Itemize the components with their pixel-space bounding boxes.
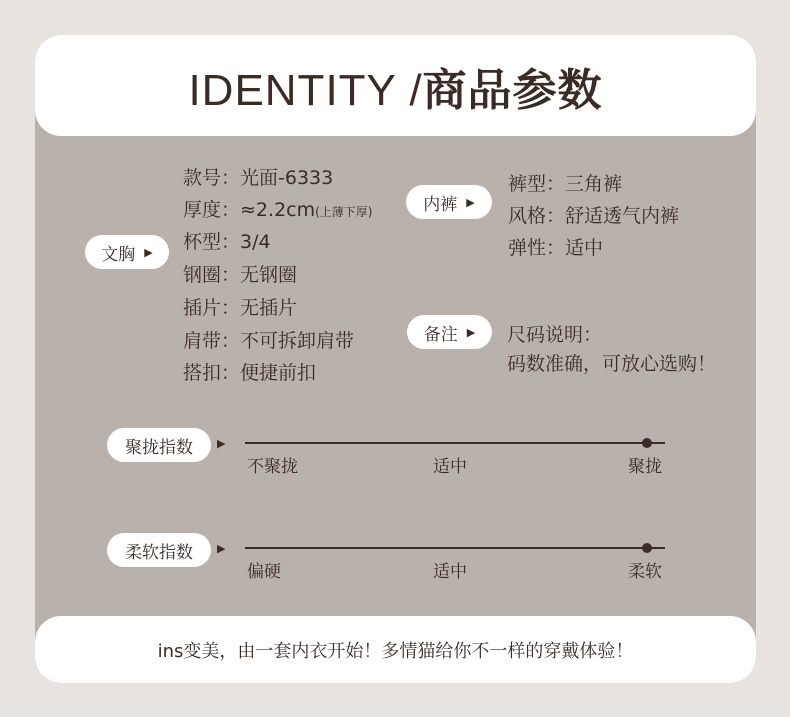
- bra-row-insert: 插片：无插片: [183, 297, 298, 319]
- footer-banner: [35, 616, 756, 683]
- bra-tag-label: 文胸: [101, 244, 136, 265]
- push-up-tick-mid: 适中: [433, 457, 467, 477]
- push-up-tick-high: 聚拢: [628, 457, 662, 477]
- header-banner: [35, 35, 756, 136]
- triangle-right-icon: ▶: [144, 245, 153, 259]
- panties-row-type: 裤型：三角裤: [508, 173, 623, 195]
- push-up-index-tag: [107, 428, 211, 462]
- push-up-track: [245, 442, 665, 444]
- notes-line-1: 尺码说明：: [507, 324, 603, 346]
- title-en: IDENTITY /: [188, 65, 423, 115]
- panties-tag-label: 内裤: [423, 194, 458, 215]
- panties-row-style: 风格：舒适透气内裤: [508, 205, 680, 227]
- bra-row-style: 款号：光面-6333: [183, 167, 334, 189]
- bra-row-wire: 钢圈：无钢圈: [183, 264, 298, 286]
- triangle-right-icon: ▶: [466, 195, 475, 209]
- triangle-right-icon: ▶: [217, 437, 226, 450]
- notes-line-2: 码数准确，可放心选购！: [507, 353, 717, 375]
- panties-tag: [406, 185, 492, 219]
- notes-tag: [407, 315, 492, 349]
- softness-tick-high: 柔软: [628, 562, 662, 582]
- bra-row-thickness: 厚度：≈2.2cm(上薄下厚): [183, 199, 373, 221]
- triangle-right-icon: ▶: [217, 542, 226, 555]
- footer-slogan: ins变美，由一套内衣开始！多情猫给你不一样的穿戴体验！: [157, 640, 634, 662]
- softness-marker: [642, 543, 652, 553]
- softness-index-label: 柔软指数: [125, 542, 193, 563]
- softness-tick-low: 偏硬: [247, 562, 281, 582]
- bra-row-cup: 杯型：3/4: [183, 231, 271, 253]
- param-card: [35, 35, 756, 683]
- push-up-index-label: 聚拢指数: [125, 437, 193, 458]
- page-title: [188, 54, 602, 118]
- panties-row-elastic: 弹性：适中: [508, 237, 604, 259]
- title-cn: 商品参数: [422, 64, 603, 116]
- bra-tag: [85, 235, 169, 269]
- triangle-right-icon: ▶: [466, 325, 476, 339]
- bra-row-clasp: 搭扣：便捷前扣: [183, 362, 317, 384]
- notes-tag-label: 备注: [423, 324, 458, 345]
- softness-track: [245, 547, 665, 549]
- push-up-tick-low: 不聚拢: [247, 457, 298, 477]
- softness-index-tag: [107, 533, 211, 567]
- softness-tick-mid: 适中: [433, 562, 467, 582]
- bra-row-strap: 肩带：不可拆卸肩带: [183, 330, 355, 352]
- push-up-marker: [642, 438, 652, 448]
